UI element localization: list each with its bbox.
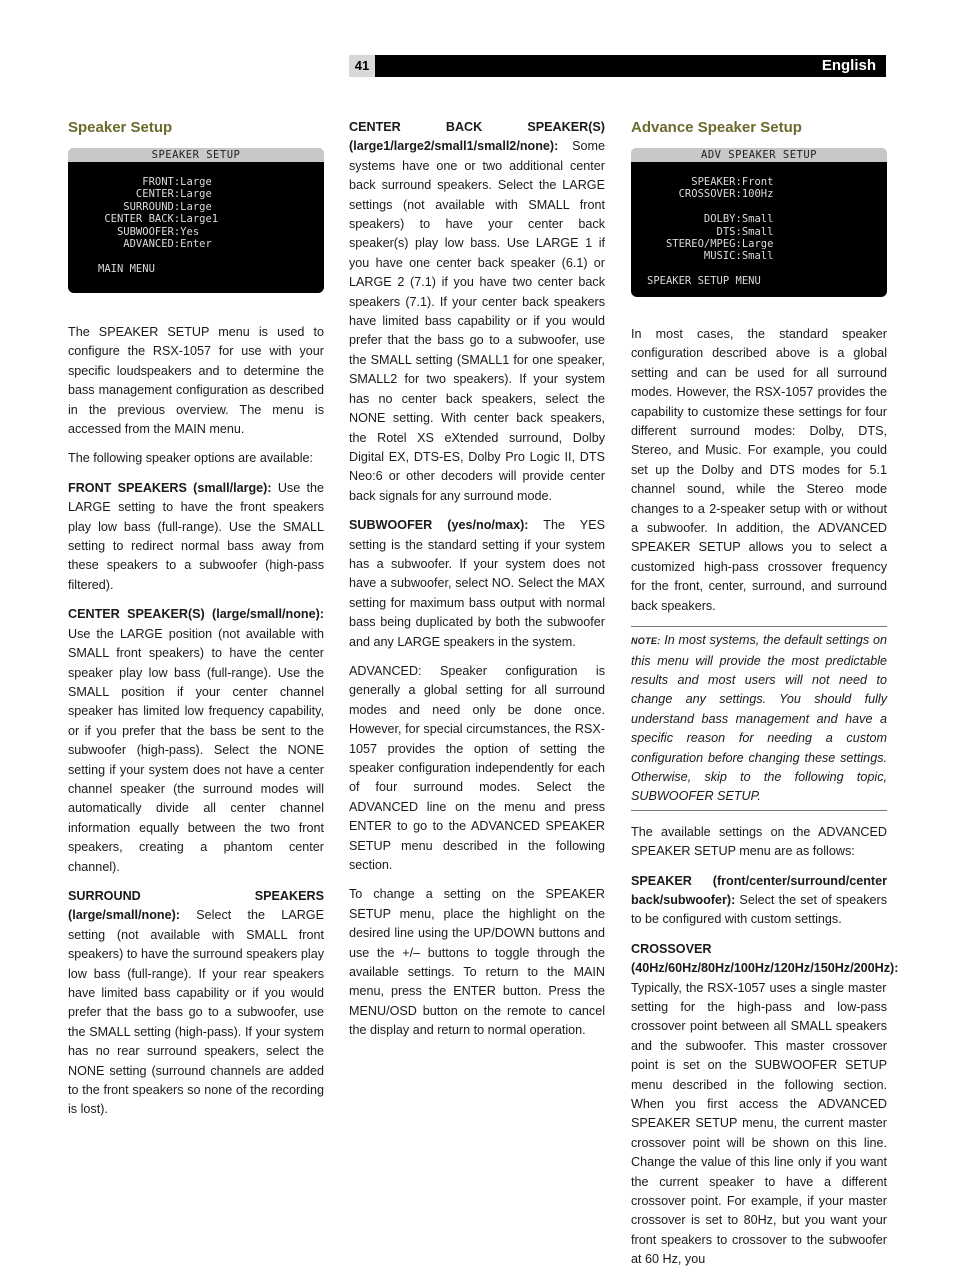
paragraph-surround-speakers (68, 887, 324, 1120)
paragraph-crossover (631, 940, 899, 1270)
screen-body: SPEAKER:Front CROSSOVER:100Hz DOLBY:Small DTS:Small STEREO/MPEG:Large MUSIC:Small SPEAKER SETUP MENU (647, 176, 774, 288)
note-box (631, 626, 887, 811)
term-heading: SURROUND SPEAKERS (large/small/none): (68, 888, 324, 923)
paragraph-front-speakers (68, 479, 324, 595)
paragraph: The available settings on the ADVANCED SPEAKER SETUP menu are as follows: (631, 824, 887, 859)
term-heading: FRONT SPEAKERS (small/large): (68, 480, 272, 495)
term-heading: CENTER SPEAKER(S) (large/small/none): (68, 607, 324, 622)
paragraph-speaker (631, 872, 887, 930)
paragraph: The following speaker options are available: (68, 451, 314, 466)
note-label: NOTE: (631, 636, 661, 647)
paragraph: ADVANCED: Speaker configuration is generally a global setting for all surround modes and need only be done once. However, for special circumstances, the RSX-1057 provides the option of setting the speaker configuration independently for each of four surround modes. Select the ADVANCED line on the menu and press ENTER to go to the ADVANCED SPEAKER SETUP menu described in the following section. (349, 663, 605, 873)
term-heading: SUBWOOFER (yes/no/max): (349, 518, 529, 533)
paragraph-subwoofer (349, 516, 605, 652)
term-heading: CROSSOVER (40Hz/60Hz/80Hz/100Hz/120Hz/150Hz/200Hz): (631, 941, 899, 976)
term-body: Use the LARGE position (not available with SMALL front speakers) to have the center speaker play low bass (full-range). Use the SMALL position if your center channel speaker has limited low frequency capability, or if you prefer that the bass be sent to the subwoofer (high-pass). Select the NONE setting if your system does not have a center channel speaker (the surround modes will automatically divide all center channel information equally between the two front speakers, creating a phantom center channel). (68, 626, 324, 874)
header-bar (349, 55, 886, 77)
screen-title: SPEAKER SETUP (68, 148, 324, 162)
column-3 (631, 118, 899, 1280)
term-body: Select the set of speakers to be configured with custom settings. (631, 892, 887, 927)
term-body: Some systems have one or two additional center back surround speakers. Select the LARGE settings (not available with SMALL front speakers) to have your center back speaker(s) play low bass. Use LARGE 1 if you have one center back speaker (6.1) or LARGE 2 (7.1) if you have two center back speakers (7.1). If your center back speakers have limited bass capability or if you would prefer that the bass go to a subwoofer, use the SMALL setting (SMALL1 for one speaker, SMALL2 for two speakers). If your system has no center back speakers, select the NONE setting. With center back speakers, the Rotel XS eXtended surround, Dolby Digital EX, DTS-ES, Dolby Pro Logic II, DTS Neo:6 or other decoders will provide center back signals for any surround mode. (349, 139, 605, 503)
paragraph: In most cases, the standard speaker configuration described above is a global setting and can be used for all surround modes. However, the RSX-1057 provides the capability to customize these settings for four different surround modes: Dolby, DTS, Stereo, and Music. For example, you could set up the Dolby and DTS modes for 5.1 channel sound, while the Stereo mode changes to a 2-speaker setup with or without a subwoofer. In addition, the ADVANCED SPEAKER SETUP allows you to select a customized high-pass crossover frequency for the front, center, surround, and surround back speakers. (631, 327, 887, 613)
note-body: In most systems, the default settings on this menu will provide the most predictable results and most users will not need to change any settings. You should fully understand bass management and have a specific reason for needing a custom configuration before changing these settings. Otherwise, skip to the following topic, SUBWOOFER SETUP. (631, 633, 887, 804)
section-title-advance-speaker-setup: Advance Speaker Setup (631, 119, 802, 136)
term-body: Typically, the RSX-1057 uses a single master setting for the high-pass and low-pass crossover point between all SMALL speakers and the subwoofer. This master crossover point is set on the SUBWOOFER SETUP menu described in the following section. When you first access the ADVANCED SPEAKER SETUP menu, the current master crossover point will be shown on this line. Change the value of this line only if you want the current speaker to have a different crossover point. For example, if your master crossover is set to 80Hz, but you want your front speakers to crossover to the subwoofer at 60 Hz, you (631, 980, 887, 1267)
paragraph: To change a setting on the SPEAKER SETUP menu, place the highlight on the desired line using the UP/DOWN buttons and use the +/– buttons to toggle through the available settings. To return to the MAIN menu, press the ENTER button. Press the MENU/OSD button on the remote to cancel the display and return to normal operation. (349, 887, 605, 1038)
term-heading: CENTER BACK SPEAKER(S) (large1/large2/small1/small2/none): (349, 120, 605, 154)
term-body: Select the LARGE setting (not available with SMALL front speakers) to have the surround speakers play low bass (full-range). If your rear speakers have limited bass capability or if you would prefer that the bass go to a subwoofer, use the SMALL setting (high-pass). If your system has no rear surround speakers, select the NONE setting (surround channels are added to the front speakers so none of the recording is lost). (68, 908, 324, 1117)
paragraph-center-speakers (68, 605, 324, 877)
paragraph: The SPEAKER SETUP menu is used to configure the RSX-1057 for use with your specific loudspeakers and to determine the bass management configuration as described in the previous overview. The menu is accessed from the MAIN menu. (68, 325, 324, 437)
section-title-speaker-setup: Speaker Setup (68, 119, 173, 136)
note-text (631, 631, 887, 807)
term-heading: SPEAKER (front/center/surround/center back/subwoofer): (631, 873, 887, 907)
column-2 (349, 118, 605, 1051)
language-label: English (821, 57, 876, 74)
column-1 (68, 118, 324, 1130)
adv-speaker-setup-screen (631, 148, 887, 297)
term-body: The YES setting is the standard setting if your system has a subwoofer. If your system does not have a subwoofer, select NO. Select the MAX setting for maximum bass output with normal bass being duplicated by both the subwoofer and any LARGE speakers in the system. (349, 518, 606, 649)
page-number: 41 (349, 55, 375, 77)
term-body: Use the LARGE setting to have the front speakers play low bass (full-range). Use the SMALL setting to redirect normal bass away from these speakers to a subwoofer (high-pass filtered). (68, 480, 324, 592)
screen-body: FRONT:Large CENTER:Large SURROUND:Large CENTER BACK:Large1 SUBWOOFER:Yes ADVANCED:Enter MAIN MENU (98, 176, 219, 275)
screen-title: ADV SPEAKER SETUP (631, 148, 887, 162)
speaker-setup-screen (68, 148, 324, 293)
paragraph-center-back-speakers (349, 118, 605, 506)
